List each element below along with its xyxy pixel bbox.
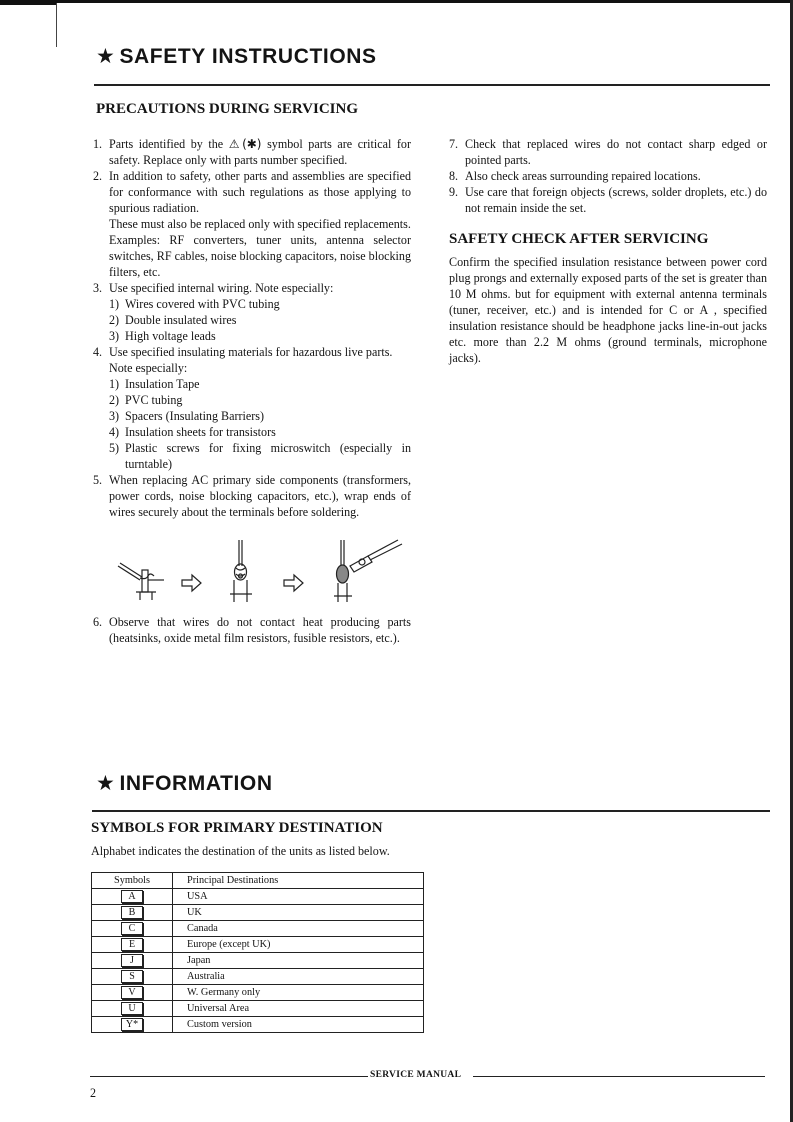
scan-border-tab [0,3,56,5]
symbols-heading: SYMBOLS FOR PRIMARY DESTINATION [91,820,383,836]
precaution-item-6 [93,614,411,646]
table-header-row [92,873,424,889]
list-item: 6. Observe that wires do not contact heat producing parts (heatsinks, oxide metal film resistors, fusible resistors, etc.). [93,615,411,645]
terminal-stage-2 [230,540,252,602]
page-number: 2 [90,1086,97,1100]
symbol-box: V [121,986,143,999]
destination-cell: USA [173,889,424,905]
destination-cell: UK [173,905,424,921]
column-header-symbols: Symbols [92,873,173,889]
destination-cell: Europe (except UK) [173,937,424,953]
safety-check-heading: SAFETY CHECK AFTER SERVICING [449,231,709,247]
table-row [92,937,424,953]
information-title: ★ INFORMATION [96,772,273,795]
scan-border-top [0,0,793,3]
destination-table [91,872,424,1033]
list-item: 3. Use specified internal wiring. Note especially: 1) Wires covered with PVC tubing 2) Double insulated wires 3) High voltage leads [93,280,411,344]
sub-list-item: 3) Spacers (Insulating Barriers) [109,409,265,423]
destination-table-wrap [91,872,424,1033]
star-icon: ★ [96,45,116,68]
warning-icon: ⚠(✱) [228,137,262,151]
terminal-stage-1 [118,563,164,600]
symbol-box: E [121,938,143,951]
symbol-box: U [121,1002,143,1015]
list-item: 1. Parts identified by the ⚠(✱) symbol parts are critical for safety. Replace only with parts number specified. [93,137,411,167]
list-item: 2. In addition to safety, other parts and assemblies are specified for conformance with such regulations as those applying to spurious radiation. These must also be replaced only with specified replacements. Examples: RF converters, tuner units, antenna selector switches, RF cables, noise blocking capacitors, noise blocking filters, etc. [93,169,411,279]
sub-list [109,376,411,472]
arrow-icon [182,575,201,591]
destination-cell: Custom version [173,1017,424,1033]
symbol-box: B [121,906,143,919]
safety-title-rule [94,84,770,86]
list-item: 5. When replacing AC primary side components (transformers, power cords, noise blocking capacitors, etc.), wrap ends of wires securely about the terminals before soldering. [93,473,411,519]
scan-border-tick [56,3,57,47]
terminal-stage-3 [334,540,402,602]
table-row [92,921,424,937]
symbol-box: C [121,922,143,935]
safety-check-text: Confirm the specified insulation resistance between power cord plug prongs and externally exposed parts of the set is greater than 10 M ohms. but for equipment with external antenna terminals (tuner, receiver, etc.) and is intended for C or A , specified insulation resistance should be headphone jacks line-in-out jacks etc. more than 2.2 M ohms (ground terminals, microphone jacks). [449,255,767,365]
right-column [449,136,767,216]
destination-cell: Japan [173,953,424,969]
table-row [92,1017,424,1033]
destination-cell: Canada [173,921,424,937]
list-item: 9. Use care that foreign objects (screws, solder droplets, etc.) do not remain inside the set. [449,185,767,215]
column-header-destinations: Principal Destinations [173,873,424,889]
left-column [93,136,411,520]
list-item: 4. Use specified insulating materials for hazardous live parts. Note especially: 1) Insulation Tape 2) PVC tubing 3) Spacers (Insulating Barriers) 4) Insulation sheets for transistors 5) Plastic screws for fixing microswitch (especially in turntable) [93,345,411,471]
symbol-box: A [121,890,143,903]
symbol-box: S [121,970,143,983]
destination-cell: W. Germany only [173,985,424,1001]
sub-list-item: 4) Insulation sheets for transistors [109,425,276,439]
table-row [92,905,424,921]
star-icon: ★ [96,772,116,795]
table-row [92,953,424,969]
footer-label: SERVICE MANUAL [370,1070,462,1080]
table-row [92,889,424,905]
table-row [92,1001,424,1017]
safety-title: ★ SAFETY INSTRUCTIONS [96,45,377,68]
list-item: 7. Check that replaced wires do not contact sharp edged or pointed parts. [449,137,767,167]
list-item: 8. Also check areas surrounding repaired locations. [449,169,701,183]
footer-line-right [473,1076,765,1077]
sub-list [109,296,411,344]
wire-wrap-illustration [112,536,412,608]
footer-line-left [90,1076,368,1077]
sub-list-item: 2) Double insulated wires [109,313,237,327]
precautions-list [93,136,411,520]
sub-list-item: 1) Insulation Tape [109,377,200,391]
symbols-intro: Alphabet indicates the destination of the units as listed below. [91,844,390,858]
sub-list-item: 3) High voltage leads [109,329,216,343]
table-row [92,985,424,1001]
sub-list-item: 2) PVC tubing [109,393,183,407]
table-row [92,969,424,985]
information-title-rule [92,810,770,812]
destination-cell: Australia [173,969,424,985]
destination-cell: Universal Area [173,1001,424,1017]
symbol-box: J [121,954,143,967]
precautions-heading: PRECAUTIONS DURING SERVICING [96,101,359,117]
sub-list-item: 1) Wires covered with PVC tubing [109,297,280,311]
sub-list-item: 5) Plastic screws for fixing microswitch (especially in turntable) [109,441,411,471]
arrow-icon [284,575,303,591]
symbol-box: Y* [121,1018,143,1031]
